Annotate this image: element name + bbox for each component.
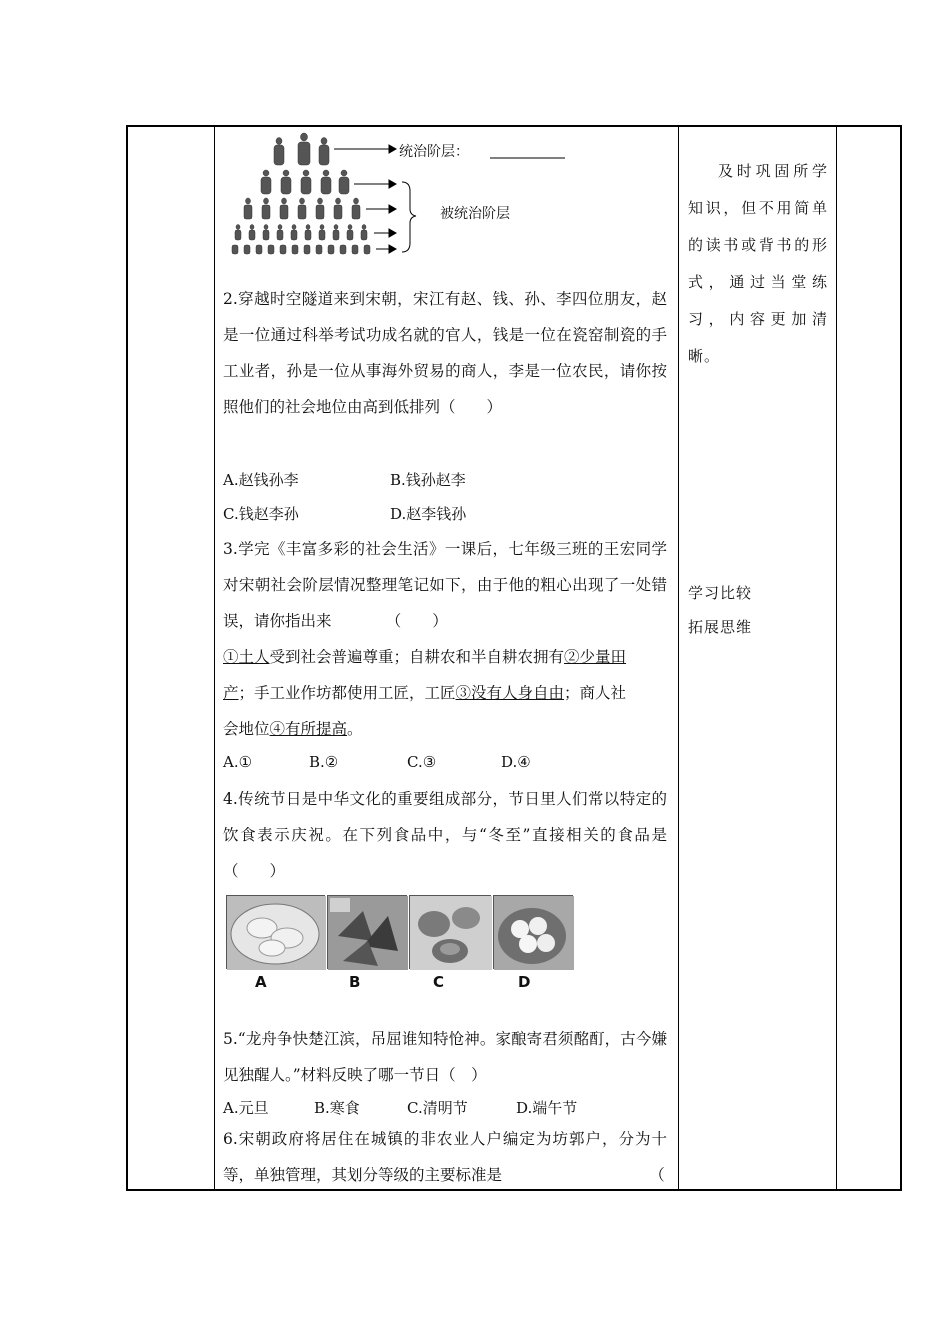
q3-item-2-cont: 产 (223, 684, 239, 702)
food-photo-dumplings (226, 895, 325, 969)
column-divider (836, 127, 837, 1189)
column-divider (678, 127, 679, 1189)
q3-item-1: ①土人 (223, 648, 270, 666)
q3-item-4: ④有所提高 (269, 720, 348, 738)
ruler-figures (274, 133, 329, 165)
q5-option-d: D.端午节 (516, 1099, 578, 1117)
q3-text: 受到社会普遍尊重；自耕农和半自耕农拥有 (269, 648, 565, 666)
food-photo-tangyuan (493, 895, 573, 969)
q3-text: 会地位 (223, 720, 270, 738)
q3-notes (223, 639, 667, 747)
photo-label-a: A (255, 973, 267, 991)
q3-text: ；商人社 (564, 684, 627, 702)
q3-text: 。 (347, 720, 363, 738)
note-compare: 学习比较 (688, 584, 753, 602)
food-photo-zongzi (327, 895, 407, 969)
ruling-class-label: 统治阶层： (399, 144, 469, 160)
question-4: 4.传统节日是中华文化的重要组成部分，节日里人们常以特定的饮食表示庆祝。在下列食品中，与“冬至”直接相关的食品是 （ ） (223, 790, 838, 880)
q3-option-b: B.② (309, 753, 339, 771)
ruled-class-label: 被统治阶层 (440, 206, 510, 222)
note-expand-thinking: 拓展思维 (688, 618, 753, 636)
q5-option-c: C.清明节 (407, 1099, 468, 1117)
q3-option-d: D.④ (501, 753, 531, 771)
note-consolidate: 及时巩固所学知识，但不用简单的读书或背书的形式，通过当堂练习，内容更加清晰。 (688, 162, 828, 365)
question-6: 6.宋朝政府将居住在城镇的非农业人户编定为坊郭户，分为十等，单独管理，其划分等级的主要标准是 （ (223, 1130, 667, 1184)
q2-option-c: C.钱赵李孙 (223, 505, 299, 523)
q3-text: ；手工业作坊都使用工匠，工匠 (238, 684, 456, 702)
q2-option-d: D.赵李钱孙 (390, 505, 467, 523)
question-2: 2.穿越时空隧道来到宋朝，宋江有赵、钱、孙、李四位朋友，赵是一位通过科举考试功成名就的官人，钱是一位在瓷窑制瓷的手工业者，孙是一位从事海外贸易的商人，李是一位农民，请你按照他们的社会地位由高到低排列（ ） (223, 290, 667, 416)
photo-label-c: C (433, 973, 445, 991)
q2-option-b: B.钱孙赵李 (390, 471, 466, 489)
q5-option-a: A.元旦 (223, 1099, 269, 1117)
q2-option-a: A.赵钱孙李 (223, 471, 299, 489)
food-photo-mooncakes (409, 895, 491, 969)
q3-item-3: ③没有人身自由 (455, 684, 565, 702)
row5-figures (232, 245, 370, 254)
social-pyramid-diagram (224, 129, 544, 264)
photo-label-d: D (518, 973, 531, 991)
question-5: 5.“龙舟争快楚江滨，吊屈谁知特怆神。家酿寄君须酩酊，古今嫌见独醒人。”材料反映了哪一节日（ ） (223, 1030, 667, 1084)
q3-item-2: ②少量田 (564, 648, 627, 666)
q5-option-b: B.寒食 (314, 1099, 360, 1117)
q3-option-a: A.① (223, 753, 253, 771)
question-3: 3.学完《丰富多彩的社会生活》一课后，七年级三班的王宏同学对宋朝社会阶层情况整理笔记如下，由于他的粗心出现了一处错误，请你指出来 （ ） (223, 540, 667, 630)
q3-option-c: C.③ (407, 753, 437, 771)
row2-figures (261, 170, 349, 194)
row4-figures (235, 225, 367, 241)
photo-label-b: B (349, 973, 361, 991)
row3-figures (244, 198, 360, 219)
